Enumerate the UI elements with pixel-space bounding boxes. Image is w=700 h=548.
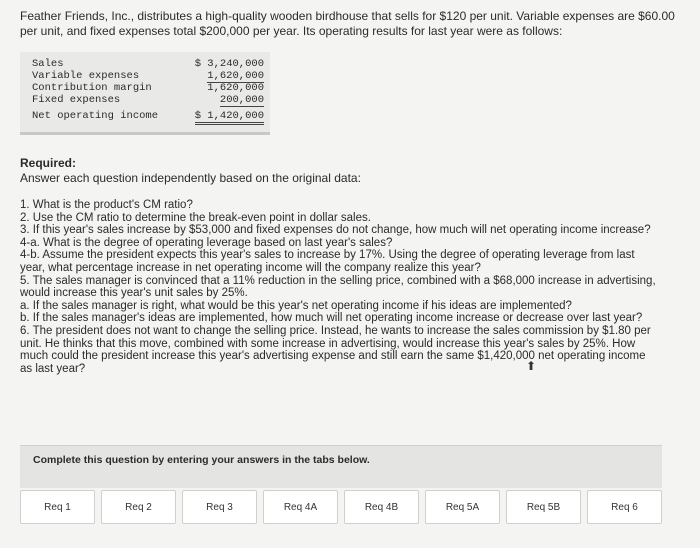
question-3: 3. If this year's sales increase by $53,000 and fixed expenses do not change, how much will net operating income increase? bbox=[20, 224, 651, 237]
sales-value: $ 3,240,000 bbox=[194, 58, 264, 70]
row-fixed-expenses bbox=[32, 94, 266, 106]
tab-req-2[interactable]: Req 2 bbox=[101, 490, 176, 524]
tab-req-6[interactable]: Req 6 bbox=[587, 490, 662, 524]
tab-req-4b[interactable]: Req 4B bbox=[344, 490, 419, 524]
required-instruction: Answer each question independently based on the original data: bbox=[20, 171, 361, 185]
mouse-cursor-icon: ⬆ bbox=[526, 359, 537, 373]
question-1: 1. What is the product's CM ratio? bbox=[20, 199, 193, 211]
row-contribution-margin bbox=[32, 82, 266, 94]
net-operating-income-value: $ 1,420,000 bbox=[195, 110, 264, 125]
variable-expenses-label: Variable expenses bbox=[32, 70, 140, 82]
net-operating-income-label: Net operating income bbox=[32, 110, 159, 122]
question-5: 5. The sales manager is convinced that a 11% reduction in the selling price, combined with a $68,000 increase in advertising, would increase this year's unit sales by 25%. bbox=[20, 274, 656, 300]
question-5a: a. If the sales manager is right, what would be this year's net operating income if his ideas are implemented? bbox=[20, 299, 572, 312]
row-net-operating-income bbox=[32, 110, 266, 122]
tab-req-4a[interactable]: Req 4A bbox=[263, 490, 338, 524]
question-2: 2. Use the CM ratio to determine the break-even point in dollar sales. bbox=[20, 211, 371, 224]
question-4b: 4-b. Assume the president expects this year's sales to increase by 17%. Using the degree of operating leverage from last year, what percentage increase in net operating income will the company realize this year? bbox=[20, 249, 635, 274]
question-6: 6. The president does not want to change the selling price. Instead, he wants to increase the sales commission by $1.80 per unit. He thinks that this move, combined with some increase in advertising, would increase this year's sales by 25%. How much could the president increase this year's advertising expense and still earn the same $1,420,000 net operating income as last year? bbox=[20, 324, 651, 375]
requirement-tabs bbox=[20, 490, 662, 524]
instruction-banner bbox=[20, 445, 662, 488]
problem-intro: Feather Friends, Inc., distributes a high-quality wooden birdhouse that sells for $120 per unit. Variable expenses are $60.00 per unit, and fixed expenses total $200,000 per year. Its operating results for last year were as follows: bbox=[20, 9, 675, 38]
tab-req-1[interactable]: Req 1 bbox=[20, 490, 95, 524]
instruction-text: Complete this question by entering your answers in the tabs below. bbox=[33, 454, 370, 466]
fixed-expenses-value: 200,000 bbox=[219, 94, 264, 106]
income-statement bbox=[20, 52, 270, 135]
sales-label: Sales bbox=[32, 58, 64, 70]
tab-req-5a[interactable]: Req 5A bbox=[425, 490, 500, 524]
required-heading: Required: bbox=[20, 156, 77, 170]
contribution-margin-value: 1,620,000 bbox=[207, 82, 264, 94]
tab-req-3[interactable]: Req 3 bbox=[182, 490, 257, 524]
row-sales bbox=[32, 58, 266, 70]
fixed-expenses-label: Fixed expenses bbox=[32, 94, 121, 106]
tab-req-5b[interactable]: Req 5B bbox=[506, 490, 581, 524]
contribution-margin-label: Contribution margin bbox=[32, 82, 152, 94]
row-variable-expenses bbox=[32, 70, 266, 82]
variable-expenses-value: 1,620,000 bbox=[207, 70, 264, 82]
question-list bbox=[20, 199, 660, 375]
question-5b: b. If the sales manager's ideas are implemented, how much will net operating income increase or decrease over last year? bbox=[20, 312, 643, 325]
question-4a: 4-a. What is the degree of operating leverage based on last year's sales? bbox=[20, 236, 393, 249]
